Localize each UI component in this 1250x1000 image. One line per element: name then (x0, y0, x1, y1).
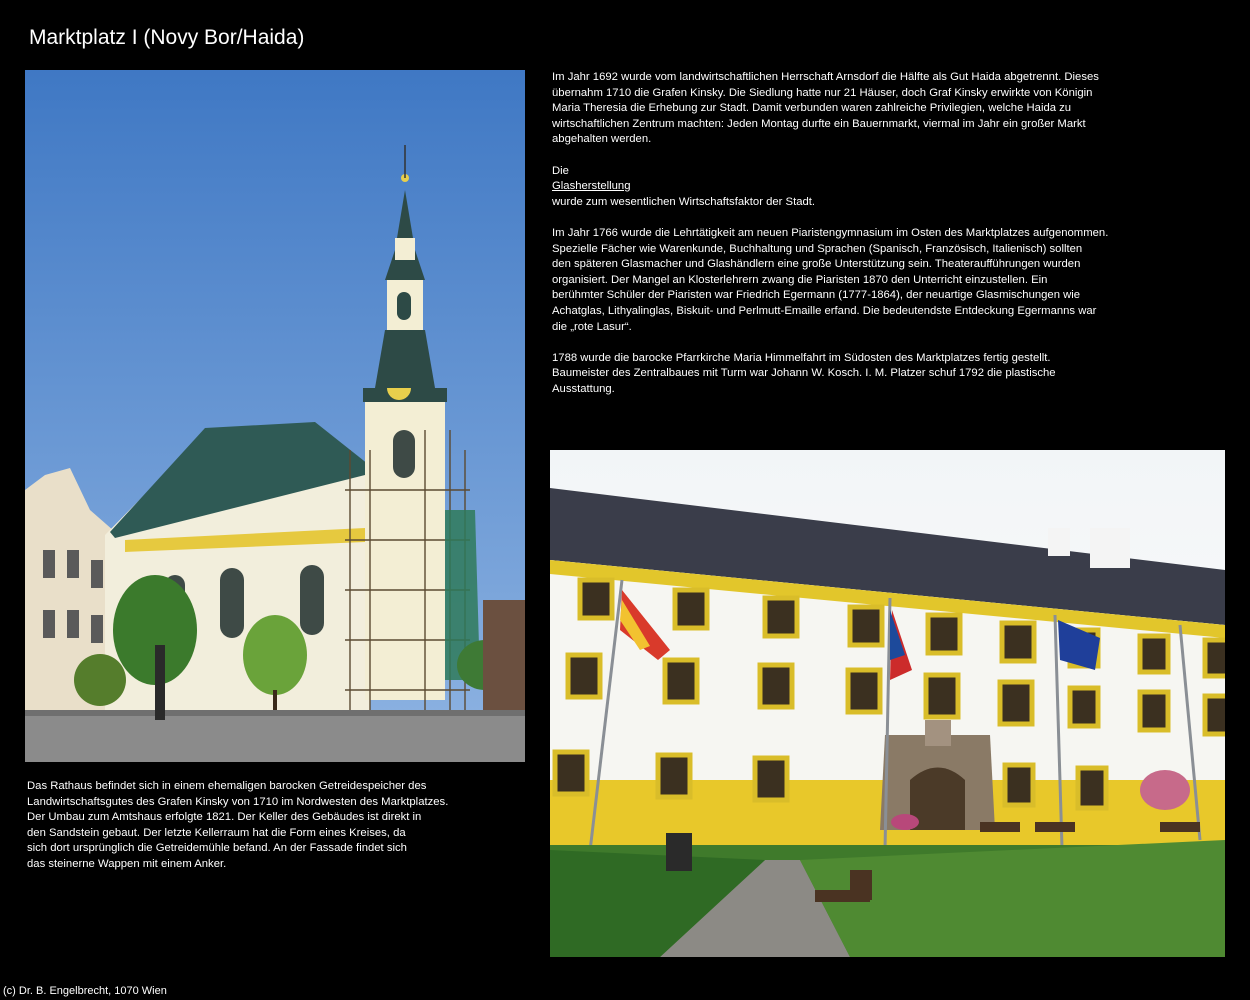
copyright-footer: (c) Dr. B. Engelbrecht, 1070 Wien (3, 985, 167, 997)
text-line: abgehalten werden. (552, 133, 652, 146)
text-line: 1788 wurde die barocke Pfarrkirche Maria Himmelfahrt im Südosten des Marktplatzes fertig gestellt. (552, 351, 1051, 364)
paragraph-1692 (552, 70, 1192, 148)
text-line: das steinerne Wappen mit einem Anker. (27, 857, 227, 870)
text-line: Im Jahr 1692 wurde vom landwirtschaftlichen Herrschaft Arnsdorf die Hälfte als Gut Haida abgetrennt. Dieses (552, 71, 1099, 83)
text-line: Spezielle Fächer wie Warenkunde, Buchhaltung und Sprachen (Spanisch, Französisch, Italienisch) sollten (552, 242, 1083, 255)
paragraph-1788 (552, 351, 1192, 398)
text-line: Das Rathaus befindet sich in einem ehemaligen barocken Getreidespeicher des (27, 780, 427, 792)
text-line: den Sandstein gebaut. Der letzte Kellerraum hat die Form eines Kreises, da (27, 826, 406, 839)
text-line: Baumeister des Zentralbaues mit Turm war Johann W. Kosch. I. M. Platzer schuf 1792 die plastische (552, 367, 1056, 380)
text-line: Achatglas, Lithyalinglas, Biskuit- und Perlmutt-Emaille erfand. Die bedeutendste Entdeckung Egermanns war (552, 304, 1097, 317)
text-line: die „rote Lasur“. (552, 320, 632, 333)
text-line: Die (552, 164, 569, 177)
paragraph-1766 (552, 226, 1192, 335)
paragraph-glass (552, 164, 1192, 211)
church-illustration (25, 70, 525, 762)
text-line: übernahm 1710 die Grafen Kinsky. Die Siedlung hatte nur 21 Häuser, doch Graf Kinsky erwirkte von Königin (552, 86, 1093, 99)
text-line: Landwirtschaftsgutes des Grafen Kinsky von 1710 im Nordwesten des Marktplatzes. (27, 795, 449, 808)
text-line: Im Jahr 1766 wurde die Lehrtätigkeit am neuen Piaristengymnasium im Osten des Marktplatzes aufgenommen. (552, 226, 1109, 239)
page-title: Marktplatz I (Novy Bor/Haida) (29, 26, 305, 49)
town-hall-caption (27, 779, 497, 873)
glasherstellung-link[interactable]: Glasherstellung (552, 180, 631, 193)
town-hall-illustration (550, 450, 1225, 957)
history-text (552, 70, 1192, 413)
text-line: wurde zum wesentlichen Wirtschaftsfaktor der Stadt. (552, 195, 816, 208)
text-line: organisiert. Der Mangel an Klosterlehrern zwang die Piaristen 1870 den Unterricht einzustellen. Ein (552, 273, 1048, 286)
text-line: den späteren Glasmacher und Glashändlern eine große Unterstützung sein. Theateraufführungen wurden (552, 258, 1081, 271)
town-hall-photo (550, 450, 1225, 957)
text-line: Maria Theresia die Erhebung zur Stadt. Damit verbunden waren zahlreiche Privilegien, welche Haida zu (552, 102, 1072, 115)
church-photo (25, 70, 525, 762)
text-line: berühmter Schüler der Piaristen war Friedrich Egermann (1777-1864), der neuartige Glasmischungen wie (552, 289, 1081, 302)
text-line: Der Umbau zum Amtshaus erfolgte 1821. Der Keller des Gebäudes ist direkt in (27, 811, 422, 824)
text-line: Ausstattung. (552, 382, 615, 395)
text-line: wirtschaftlichen Zentrum machten: Jeden Montag durfte ein Bauernmarkt, viermal im Jahr ein großer Markt (552, 117, 1086, 130)
text-line: sich dort ursprünglich die Getreidemühle befand. An der Fassade findet sich (27, 842, 407, 855)
